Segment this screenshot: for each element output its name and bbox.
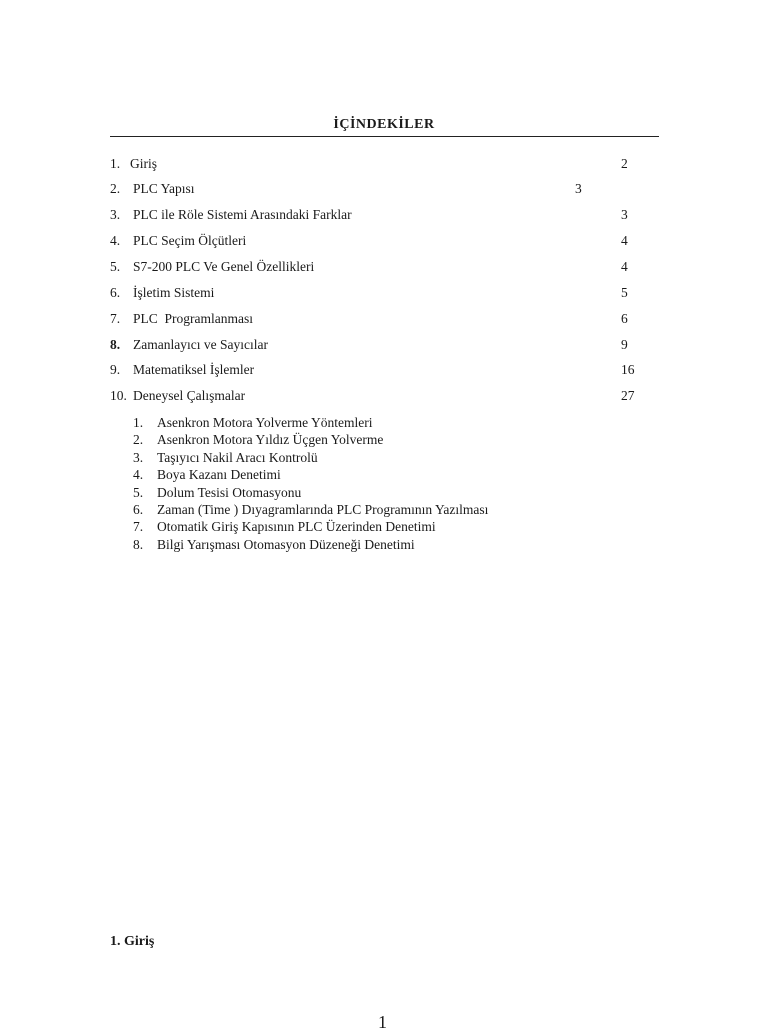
toc-subitem-4	[133, 466, 281, 483]
toc-subitem-label: Taşıyıcı Nakil Aracı Kontrolü	[157, 450, 318, 465]
toc-subitem-num: 1.	[133, 415, 144, 430]
toc-subitem-3	[133, 449, 318, 466]
toc-entry-9	[110, 361, 254, 379]
toc-entry-label: İşletim Sistemi	[133, 285, 215, 300]
toc-entry-3	[110, 206, 352, 224]
toc-subitem-label: Otomatik Giriş Kapısının PLC Üzerinden Denetimi	[157, 519, 436, 534]
toc-entry-page-5: 4	[621, 259, 628, 274]
toc-entry-5	[110, 258, 314, 276]
toc-entry-label: PLC Seçim Ölçütleri	[133, 233, 247, 248]
toc-entry-num: 10.	[110, 388, 127, 403]
toc-subitem-5	[133, 484, 301, 501]
toc-entry-num: 8.	[110, 337, 121, 352]
toc-entry-num: 3.	[110, 207, 121, 222]
toc-entry-page-1: 2	[621, 156, 628, 171]
toc-entry-num: 5.	[110, 259, 121, 274]
page-number: 1	[378, 1012, 387, 1032]
toc-entry-num: 2.	[110, 181, 121, 196]
toc-subitem-1	[133, 414, 372, 431]
toc-entry-page-2: 3	[575, 181, 582, 196]
toc-subitem-label: Asenkron Motora Yolverme Yöntemleri	[157, 415, 373, 430]
toc-entry-label: PLC ile Röle Sistemi Arasındaki Farklar	[133, 207, 352, 222]
toc-entry-page-10: 27	[621, 388, 635, 403]
toc-entry-page-6: 5	[621, 285, 628, 300]
toc-entry-6	[110, 284, 214, 302]
toc-entry-num: 9.	[110, 362, 121, 377]
toc-subitem-num: 5.	[133, 485, 144, 500]
toc-entry-label: S7-200 PLC Ve Genel Özellikleri	[133, 259, 315, 274]
toc-entry-7	[110, 310, 253, 328]
toc-subitem-label: Asenkron Motora Yıldız Üçgen Yolverme	[157, 432, 384, 447]
toc-subitem-num: 6.	[133, 502, 144, 517]
toc-subitem-num: 2.	[133, 432, 144, 447]
toc-entry-10	[110, 387, 245, 405]
toc-subitem-7	[133, 518, 436, 535]
toc-title: İÇİNDEKİLER	[333, 117, 435, 132]
toc-entry-num: 7.	[110, 311, 121, 326]
toc-entry-page-8: 9	[621, 337, 628, 352]
toc-subitem-2	[133, 431, 383, 448]
toc-entry-num: 4.	[110, 233, 121, 248]
toc-entry-label: Giriş	[130, 156, 157, 171]
toc-subitem-8	[133, 536, 415, 553]
toc-subitem-label: Dolum Tesisi Otomasyonu	[157, 485, 302, 500]
toc-entry-label: Deneysel Çalışmalar	[133, 388, 246, 403]
toc-subitem-num: 8.	[133, 537, 144, 552]
toc-entry-label: PLC Yapısı	[133, 181, 195, 196]
toc-entry-num: 6.	[110, 285, 121, 300]
toc-entry-label: PLC Programlanması	[133, 311, 253, 326]
toc-entry-2	[110, 180, 195, 198]
toc-subitem-label: Zaman (Time ) Dıyagramlarında PLC Programının Yazılması	[157, 502, 489, 517]
toc-entry-1	[110, 155, 157, 173]
toc-subitem-label: Boya Kazanı Denetimi	[157, 467, 281, 482]
toc-subitem-6	[133, 501, 488, 518]
toc-entry-num: 1.	[110, 156, 121, 171]
toc-entry-page-3: 3	[621, 207, 628, 222]
toc-subitem-num: 7.	[133, 519, 144, 534]
toc-entry-4	[110, 232, 246, 250]
section-heading: 1. Giriş	[110, 934, 155, 949]
title-rule	[110, 136, 659, 137]
toc-entry-label: Zamanlayıcı ve Sayıcılar	[133, 337, 268, 352]
toc-subitem-num: 4.	[133, 467, 144, 482]
toc-entry-page-9: 16	[621, 362, 635, 377]
toc-entry-8	[110, 336, 268, 354]
toc-entry-page-4: 4	[621, 233, 628, 248]
toc-entry-label: Matematiksel İşlemler	[133, 362, 255, 377]
toc-subitem-num: 3.	[133, 450, 144, 465]
toc-subitem-label: Bilgi Yarışması Otomasyon Düzeneği Denetimi	[157, 537, 415, 552]
toc-entry-page-7: 6	[621, 311, 628, 326]
